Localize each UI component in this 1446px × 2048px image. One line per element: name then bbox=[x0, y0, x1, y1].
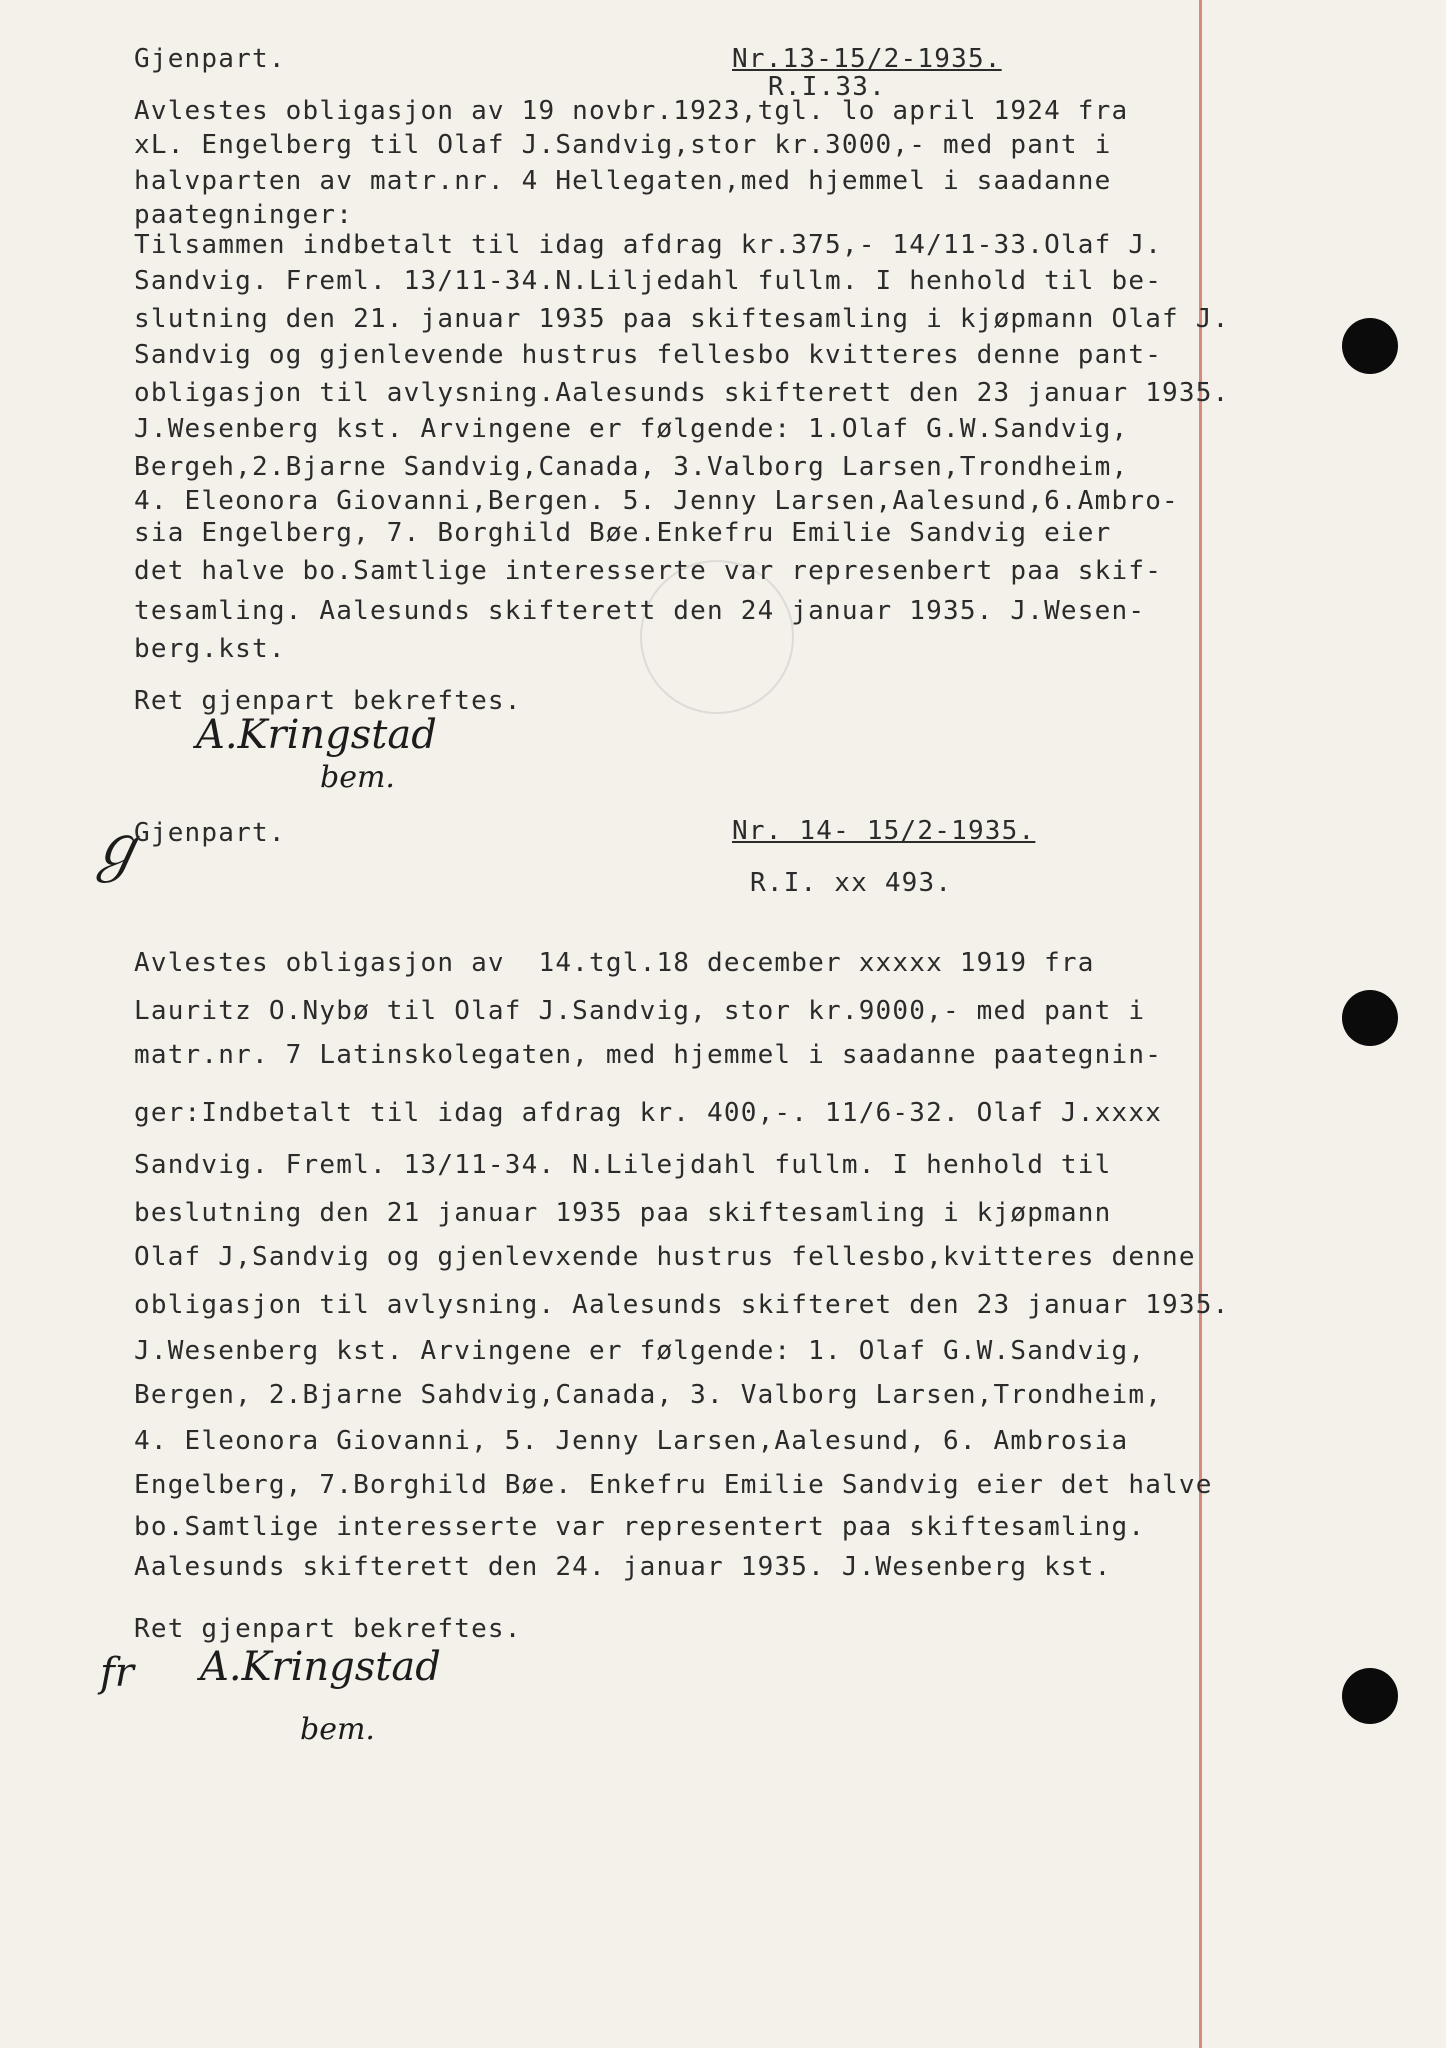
entry1-line: 4. Eleonora Giovanni,Bergen. 5. Jenny Larsen,Aalesund,6.Ambro- bbox=[134, 486, 1179, 516]
entry2-line: bo.Samtlige interesserte var representert paa skiftesamling. bbox=[134, 1512, 1146, 1542]
punch-hole-1 bbox=[1342, 318, 1398, 374]
entry2-line: beslutning den 21 januar 1935 paa skiftesamling i kjøpmann bbox=[134, 1198, 1112, 1228]
entry2-line: Lauritz O.Nybø til Olaf J.Sandvig, stor kr.9000,- med pant i bbox=[134, 996, 1146, 1026]
entry1-line: berg.kst. bbox=[134, 634, 286, 664]
entry1-line: Bergeh,2.Bjarne Sandvig,Canada, 3.Valborg Larsen,Trondheim, bbox=[134, 452, 1129, 482]
entry2-line: obligasjon til avlysning. Aalesunds skifteret den 23 januar 1935. bbox=[134, 1290, 1230, 1320]
entry2-line: Avlestes obligasjon av 14.tgl.18 december xxxxx 1919 fra bbox=[134, 948, 1095, 978]
entry2-margin-mark: ℊ bbox=[86, 813, 146, 883]
entry1-heading-number: Nr.13-15/2-1935. bbox=[732, 44, 1002, 74]
entry1-line: Sandvig. Freml. 13/11-34.N.Liljedahl fullm. I henhold til be- bbox=[134, 266, 1163, 296]
entry1-signature: A.Kringstad bbox=[196, 712, 437, 758]
entry2-signature: A.Kringstad bbox=[200, 1644, 441, 1690]
entry1-line: tesamling. Aalesunds skifterett den 24 januar 1935. J.Wesen- bbox=[134, 596, 1146, 626]
entry1-line: Sandvig og gjenlevende hustrus fellesbo kvitteres denne pant- bbox=[134, 340, 1163, 370]
entry2-line: Aalesunds skifterett den 24. januar 1935. J.Wesenberg kst. bbox=[134, 1552, 1112, 1582]
entry1-line: det halve bo.Samtlige interesserte var represenbert paa skif- bbox=[134, 556, 1163, 586]
entry2-line: Sandvig. Freml. 13/11-34. N.Lilejdahl fullm. I henhold til bbox=[134, 1150, 1112, 1180]
entry1-line: halvparten av matr.nr. 4 Hellegaten,med hjemmel i saadanne bbox=[134, 166, 1112, 196]
entry1-line: paategninger: bbox=[134, 200, 354, 230]
entry2-signature-title: bem. bbox=[300, 1712, 375, 1747]
entry1-line: Tilsammen indbetalt til idag afdrag kr.375,- 14/11-33.Olaf J. bbox=[134, 230, 1163, 260]
punch-hole-3 bbox=[1342, 1668, 1398, 1724]
entry2-line: Engelberg, 7.Borghild Bøe. Enkefru Emilie Sandvig eier det halve bbox=[134, 1470, 1213, 1500]
entry1-heading-left: Gjenpart. bbox=[134, 44, 286, 74]
entry1-line: J.Wesenberg kst. Arvingene er følgende: 1.Olaf G.W.Sandvig, bbox=[134, 414, 1129, 444]
entry1-heading-ref: R.I.33. bbox=[768, 72, 886, 102]
entry2-heading-left: Gjenpart. bbox=[134, 818, 286, 848]
punch-hole-2 bbox=[1342, 990, 1398, 1046]
entry1-line: slutning den 21. januar 1935 paa skiftesamling i kjøpmann Olaf J. bbox=[134, 304, 1230, 334]
entry2-line: matr.nr. 7 Latinskolegaten, med hjemmel i saadanne paategnin- bbox=[134, 1040, 1163, 1070]
entry1-certify: Ret gjenpart bekreftes. bbox=[134, 686, 522, 716]
entry2-line: Bergen, 2.Bjarne Sahdvig,Canada, 3. Valborg Larsen,Trondheim, bbox=[134, 1380, 1163, 1410]
entry2-heading-ref: R.I. xx 493. bbox=[750, 868, 953, 898]
entry2-line: Olaf J,Sandvig og gjenlevxende hustrus fellesbo,kvitteres denne bbox=[134, 1242, 1196, 1272]
entry2-line: J.Wesenberg kst. Arvingene er følgende: 1. Olaf G.W.Sandvig, bbox=[134, 1336, 1146, 1366]
entry2-signature-prefix: fr bbox=[100, 1650, 134, 1696]
entry2-certify: Ret gjenpart bekreftes. bbox=[134, 1614, 522, 1644]
entry1-line: xL. Engelberg til Olaf J.Sandvig,stor kr.3000,- med pant i bbox=[134, 130, 1112, 160]
entry2-heading-number: Nr. 14- 15/2-1935. bbox=[732, 816, 1036, 846]
entry2-line: 4. Eleonora Giovanni, 5. Jenny Larsen,Aalesund, 6. Ambrosia bbox=[134, 1426, 1129, 1456]
entry1-line: Avlestes obligasjon av 19 novbr.1923,tgl. lo april 1924 fra bbox=[134, 96, 1129, 126]
entry2-line: ger:Indbetalt til idag afdrag kr. 400,-. 11/6-32. Olaf J.xxxx bbox=[134, 1098, 1163, 1128]
entry1-signature-title: bem. bbox=[320, 760, 395, 795]
entry1-line: obligasjon til avlysning.Aalesunds skifterett den 23 januar 1935. bbox=[134, 378, 1230, 408]
entry1-line: sia Engelberg, 7. Borghild Bøe.Enkefru Emilie Sandvig eier bbox=[134, 518, 1112, 548]
